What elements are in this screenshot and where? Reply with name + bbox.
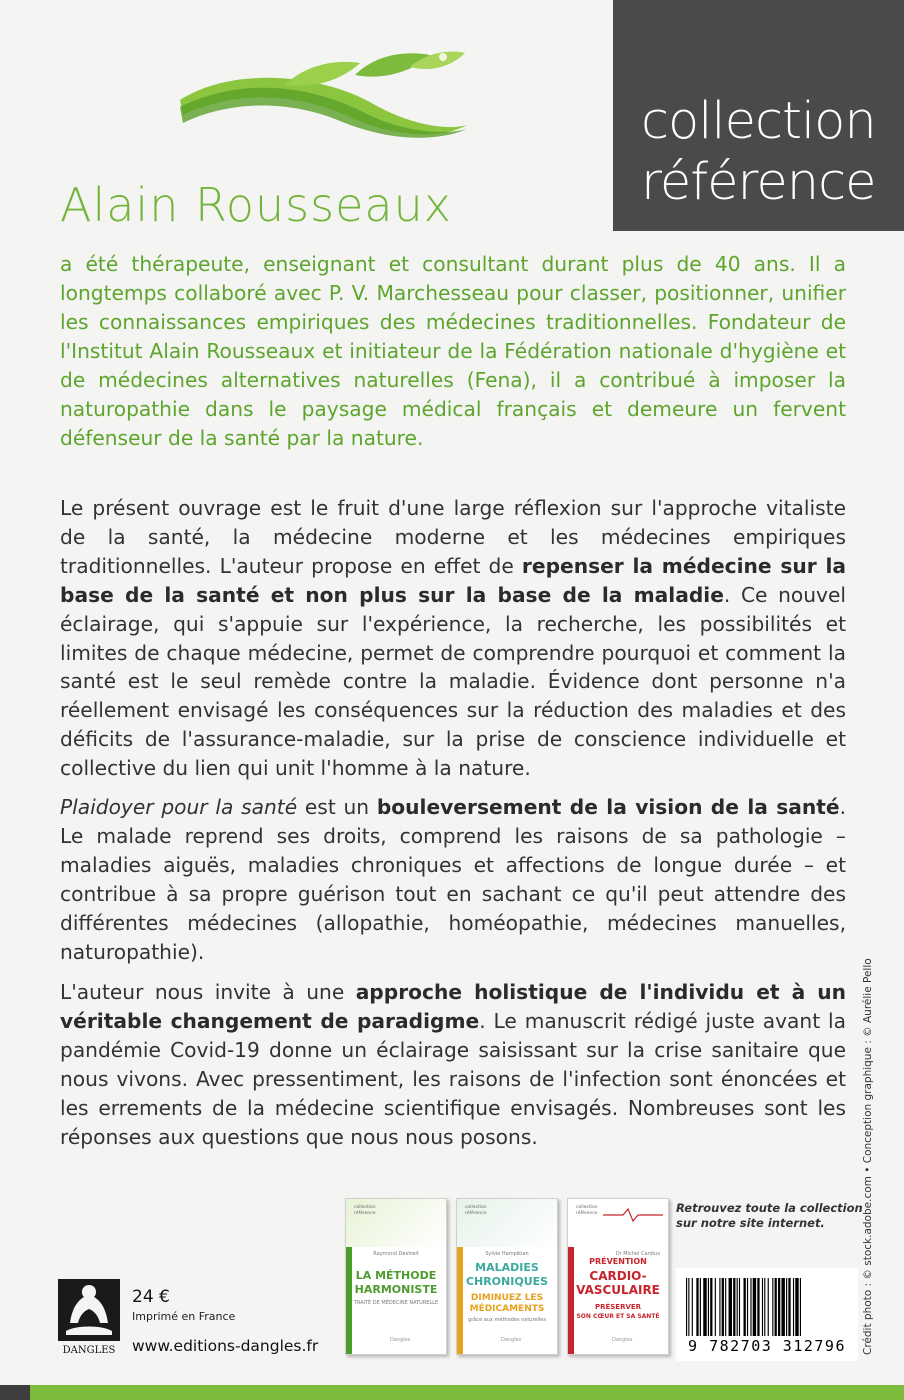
book-subtitle: TRAITÉ DE MÉDECINE NATURELLE: [353, 1300, 439, 1306]
author-bio: a été thérapeute, enseignant et consultant durant plus de 40 ans. Il a longtemps collaboré avec P. V. Marchesseau pour classer, positionner, unifier les connaissances empiriques des médecines traditionnelles. Fondateur de l'Institut Alain Rousseaux et initiateur de la Fédération nationale d'hygiène et de médecines alternatives naturelles (Fena), il a contribué à imposer la naturopathie dans le paysage médical français et demeure un fervent défenseur de la santé par la nature.: [60, 252, 846, 450]
book-author: Sylvie Hampikian: [485, 1251, 529, 1257]
isbn-barcode: [676, 1268, 858, 1361]
barcode-bar: [793, 1278, 794, 1336]
barcode-bar: [719, 1278, 720, 1336]
barcode-bar: [692, 1278, 693, 1336]
collection-line-2: référence: [641, 153, 876, 212]
barcode-bar: [775, 1278, 777, 1336]
barcode-bar: [788, 1278, 790, 1336]
book-cover-methode-harmoniste[interactable]: [345, 1198, 447, 1355]
paragraph-text: L'auteur nous invite à une: [60, 980, 356, 1004]
description-paragraph-2: [60, 793, 846, 966]
description-paragraph-1: [60, 494, 846, 783]
book-title-line-0: PRÉVENTION: [589, 1257, 647, 1266]
bottom-bar-dark-segment: [0, 1385, 30, 1400]
book-cover-maladies-chroniques[interactable]: [456, 1198, 558, 1355]
leaf-swoosh-icon: [175, 45, 470, 140]
barcode-bar: [762, 1278, 763, 1336]
price: 24 €: [132, 1287, 170, 1307]
photo-credits: Crédit photo : © stock.adobe.com • Conception graphique : © Aurélie Pello: [862, 958, 874, 1355]
barcode-bar: [764, 1278, 765, 1336]
barcode-bar: [739, 1278, 740, 1336]
barcode-bar: [722, 1278, 724, 1336]
bottom-accent-bar: [0, 1385, 904, 1400]
book-collection-tag: collection référence: [465, 1205, 487, 1216]
book-publisher: Dangles: [501, 1337, 522, 1343]
book-title-line-1: LA MÉTHODE: [355, 1269, 437, 1282]
barcode-bar: [696, 1278, 698, 1336]
paragraph-text: . Ce nouvel éclairage, qui s'appuie sur l'expérience, la recherche, les possibilités et limites de chaque médecine, permet de comprendre pourquoi et comment la santé est le seul remède contre la maladie. Évidence dont personne n'a réellement envisagé les conséquences sur la réduction des maladies et des déficits de l'assurance-maladie, sur la prise de conscience individuelle et collective du lien qui unit l'homme à la nature.: [60, 582, 846, 781]
paragraph-emphasis: repenser la médecine sur la base de la santé et non plus sur la base de la maladie: [60, 553, 846, 607]
barcode-bar: [772, 1278, 773, 1336]
publisher-website-link[interactable]: www.editions-dangles.fr: [132, 1337, 319, 1355]
paragraph-text: Le présent ouvrage est le fruit d'une large réflexion sur l'approche vitaliste de la santé, la médecine moderne et les médecines empiriques traditionnelles. L'auteur propose en effet de: [60, 496, 846, 578]
book-title-line-2: CHRONIQUES: [465, 1275, 549, 1288]
book-subtitle-line-2: SON CŒUR ET SA SANTÉ: [576, 1313, 660, 1320]
book-publisher: Dangles: [612, 1337, 633, 1343]
book-collection-tag: collection référence: [354, 1205, 376, 1216]
barcode-bar: [800, 1278, 801, 1336]
barcode-bar: [737, 1278, 738, 1336]
paragraph-emphasis: bouleversement de la vision de la santé: [376, 795, 840, 819]
barcode-bar: [747, 1278, 748, 1336]
book-title-italic: Plaidoyer pour la santé: [60, 795, 298, 819]
paragraph-text: est un: [297, 795, 377, 819]
description-paragraph-3: [60, 978, 846, 1151]
logo-wordmark: DANGLES: [62, 1345, 116, 1356]
barcode-bar: [686, 1278, 687, 1336]
barcode-bar: [744, 1278, 746, 1336]
book-title-line-1: CARDIO-: [589, 1269, 647, 1283]
book-title-line-2: VASCULAIRE: [576, 1283, 660, 1297]
author-name: Alain Rousseaux: [60, 178, 452, 232]
barcode-bar: [768, 1278, 769, 1336]
barcode-bar: [786, 1278, 787, 1336]
barcode-bar: [708, 1278, 709, 1336]
collection-label-box: [613, 0, 904, 231]
paragraph-text: . Le manuscrit rédigé juste avant la pandémie Covid-19 donne un éclairage saisissant sur la crise sanitaire que nous vivons. Avec pressentiment, les raisons de l'infection sont énoncées et les errements de la médecine scientifique envisagés. Nombreuses sont les réponses aux questions que nous nous posons.: [60, 1008, 846, 1149]
book-collection-tag: collection référence: [576, 1205, 598, 1216]
barcode-bar: [733, 1278, 735, 1336]
barcode-bar: [703, 1278, 706, 1336]
isbn-digits: 9 782703 312796: [688, 1337, 846, 1355]
book-cover-prevention-cardio[interactable]: [567, 1198, 669, 1355]
book-subtitle-line-2: MÉDICAMENTS: [469, 1304, 545, 1314]
barcode-bar: [795, 1278, 798, 1336]
book-subtitle-line-1: PRÉSERVER: [594, 1303, 642, 1311]
paragraph-emphasis: approche holistique de l'individu et à un véritable changement de paradigme: [60, 980, 847, 1033]
book-subtitle-line-1: DIMINUEZ LES: [470, 1293, 544, 1303]
barcode-bar: [688, 1278, 689, 1336]
printed-in: Imprimé en France: [132, 1310, 236, 1323]
barcode-bar: [757, 1278, 759, 1336]
barcode-bar: [729, 1278, 732, 1336]
barcode-bar: [715, 1278, 716, 1336]
dangles-logo-icon[interactable]: [58, 1279, 120, 1357]
barcode-bar: [750, 1278, 751, 1336]
collection-line-1: collection: [641, 92, 876, 151]
heartbeat-icon: [603, 1207, 663, 1223]
barcode-bar: [710, 1278, 712, 1336]
barcode-bar: [778, 1278, 780, 1336]
book-publisher: Dangles: [390, 1337, 411, 1343]
barcode-bar: [725, 1278, 726, 1336]
book-author: Dr Michel Cardiux: [615, 1251, 661, 1257]
barcode-bar: [700, 1278, 701, 1336]
barcode-bar: [781, 1278, 784, 1336]
book-tagline: grâce aux méthodes naturelles: [468, 1317, 546, 1323]
barcode-bar: [753, 1278, 756, 1336]
collection-note: Retrouvez toute la collection sur notre site internet.: [676, 1201, 863, 1230]
book-title-line-2: HARMONISTE: [354, 1283, 438, 1296]
book-author: Raymond Dextreit: [373, 1251, 419, 1257]
paragraph-text: . Le malade reprend ses droits, comprend les raisons de sa pathologie – maladies aiguës, maladies chroniques et affections de longue durée – et contribue à sa propre guérison tout en sachant ce qu'il peut attendre des différentes médecines (allopathie, homéopathie, médecines manuelles, naturopathie).: [60, 795, 847, 964]
barcode-bars-icon: [686, 1278, 848, 1336]
book-title-line-1: MALADIES: [475, 1261, 539, 1274]
